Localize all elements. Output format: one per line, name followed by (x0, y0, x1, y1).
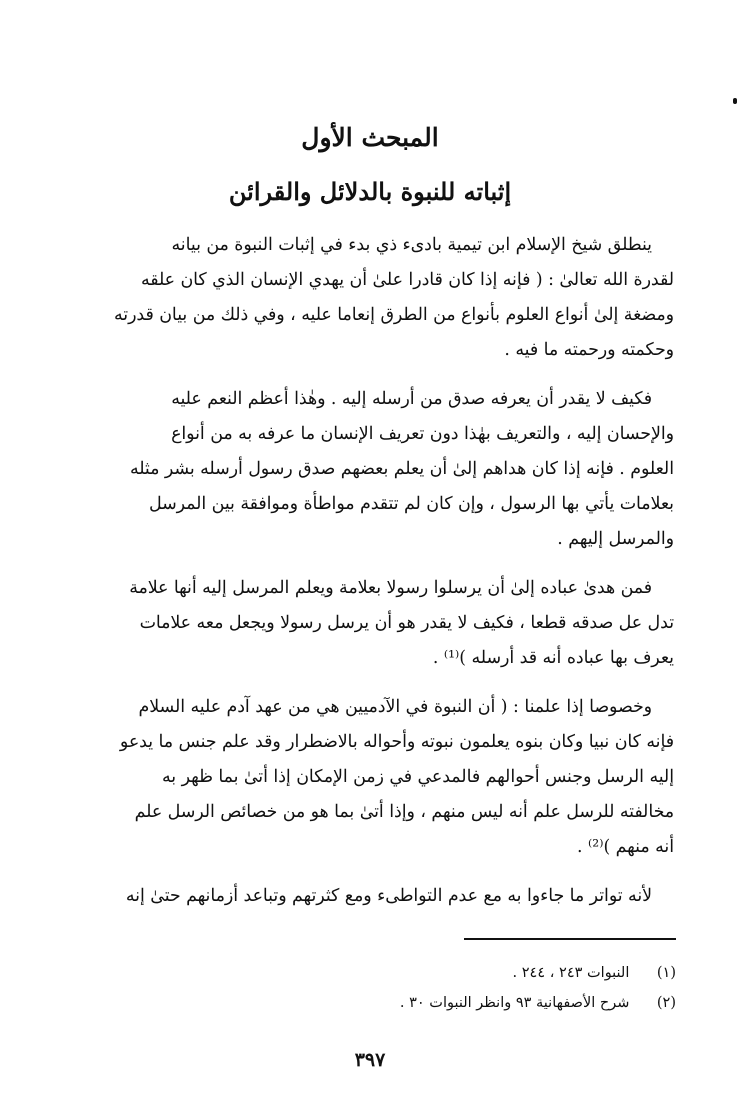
footnote-number: (٢) (656, 995, 676, 1011)
text-line: وخصوصا إذا علمنا : ( أن النبوة في الآدميين هي من عهد آدم عليه السلام (138, 697, 652, 717)
text-line: والإحسان إليه ، والتعريف بهٰذا دون تعريف الإنسان ما عرفه به من أنواع (171, 424, 674, 444)
paragraph-1 (64, 228, 674, 368)
section-heading: المبحث الأول (301, 123, 439, 152)
text-line: فمن هدىٰ عباده إلىٰ أن يرسلوا رسولا بعلامة ويعلم المرسل إليه أنها علامة (129, 578, 652, 598)
text-line: فإنه كان نبيا وكان بنوه يعلمون نبوته وأحواله بالاضطرار وقد علم جنس ما يدعو (119, 732, 674, 752)
text-line: ينطلق شيخ الإسلام ابن تيمية بادىء ذي بدء في إثبات النبوة من بيانه (171, 235, 652, 255)
text-line: وحكمته ورحمته ما فيه . (504, 340, 674, 360)
footnote-text: النبوات ٢٤٣ ، ٢٤٤ . (512, 965, 630, 981)
text-line: لقدرة الله تعالىٰ : ( فإنه إذا كان قادرا علىٰ أن يهدي الإنسان الذي كان علقه (140, 270, 674, 290)
section-title: إثباته للنبوة بالدلائل والقرائن (228, 177, 512, 206)
text-line: العلوم . فإنه إذا كان هداهم إلىٰ أن يعلم بعضهم صدق رسول أرسله بشر مثله (129, 459, 674, 479)
footnote-divider (464, 938, 676, 940)
scan-edge-mark (733, 98, 737, 104)
paragraph-2 (64, 382, 674, 557)
text-line: يعرف بها عباده أنه قد أرسله )⁽¹⁾ . (432, 648, 674, 668)
paragraph-5 (64, 879, 674, 914)
footnote-1 (66, 958, 676, 988)
footnotes (66, 958, 676, 1018)
text-line: مخالفته للرسل علم أنه ليس منهم ، وإذا أتىٰ بما هو من خصائص الرسل علم (134, 802, 674, 822)
footnote-text: شرح الأصفهانية ٩٣ وانظر النبوات ٣٠ . (399, 995, 630, 1011)
page-number: ٣٩٧ (354, 1049, 386, 1071)
text-line: ومضغة إلىٰ أنواع العلوم بأنواع من الطرق إنعاما عليه ، وفي ذلك من بيان قدرته (114, 305, 674, 325)
text-line: فكيف لا يقدر أن يعرفه صدق من أرسله إليه . وهٰذا أعظم النعم عليه (171, 389, 652, 409)
footnote-number: (١) (656, 965, 676, 981)
text-line: بعلامات يأتي بها الرسول ، وإن كان لم تتقدم مواطأة وموافقة بين المرسل (149, 494, 674, 514)
body-text (64, 228, 674, 928)
paragraph-3 (64, 571, 674, 676)
text-line: أنه منهم )⁽²⁾ . (577, 837, 674, 857)
text-line: إليه الرسل وجنس أحوالهم فالمدعي في زمن الإمكان إذا أتىٰ بما ظهر به (162, 767, 674, 787)
text-line: تدل عل صدقه قطعا ، فكيف لا يقدر هو أن يرسل رسولا ويجعل معه علامات (139, 613, 674, 633)
text-line: لأنه تواتر ما جاءوا به مع عدم التواطىء ومع كثرتهم وتباعد أزمانهم حتىٰ إنه (125, 886, 652, 906)
footnote-2 (66, 988, 676, 1018)
text-line: والمرسل إليهم . (557, 529, 674, 549)
paragraph-4 (64, 690, 674, 865)
